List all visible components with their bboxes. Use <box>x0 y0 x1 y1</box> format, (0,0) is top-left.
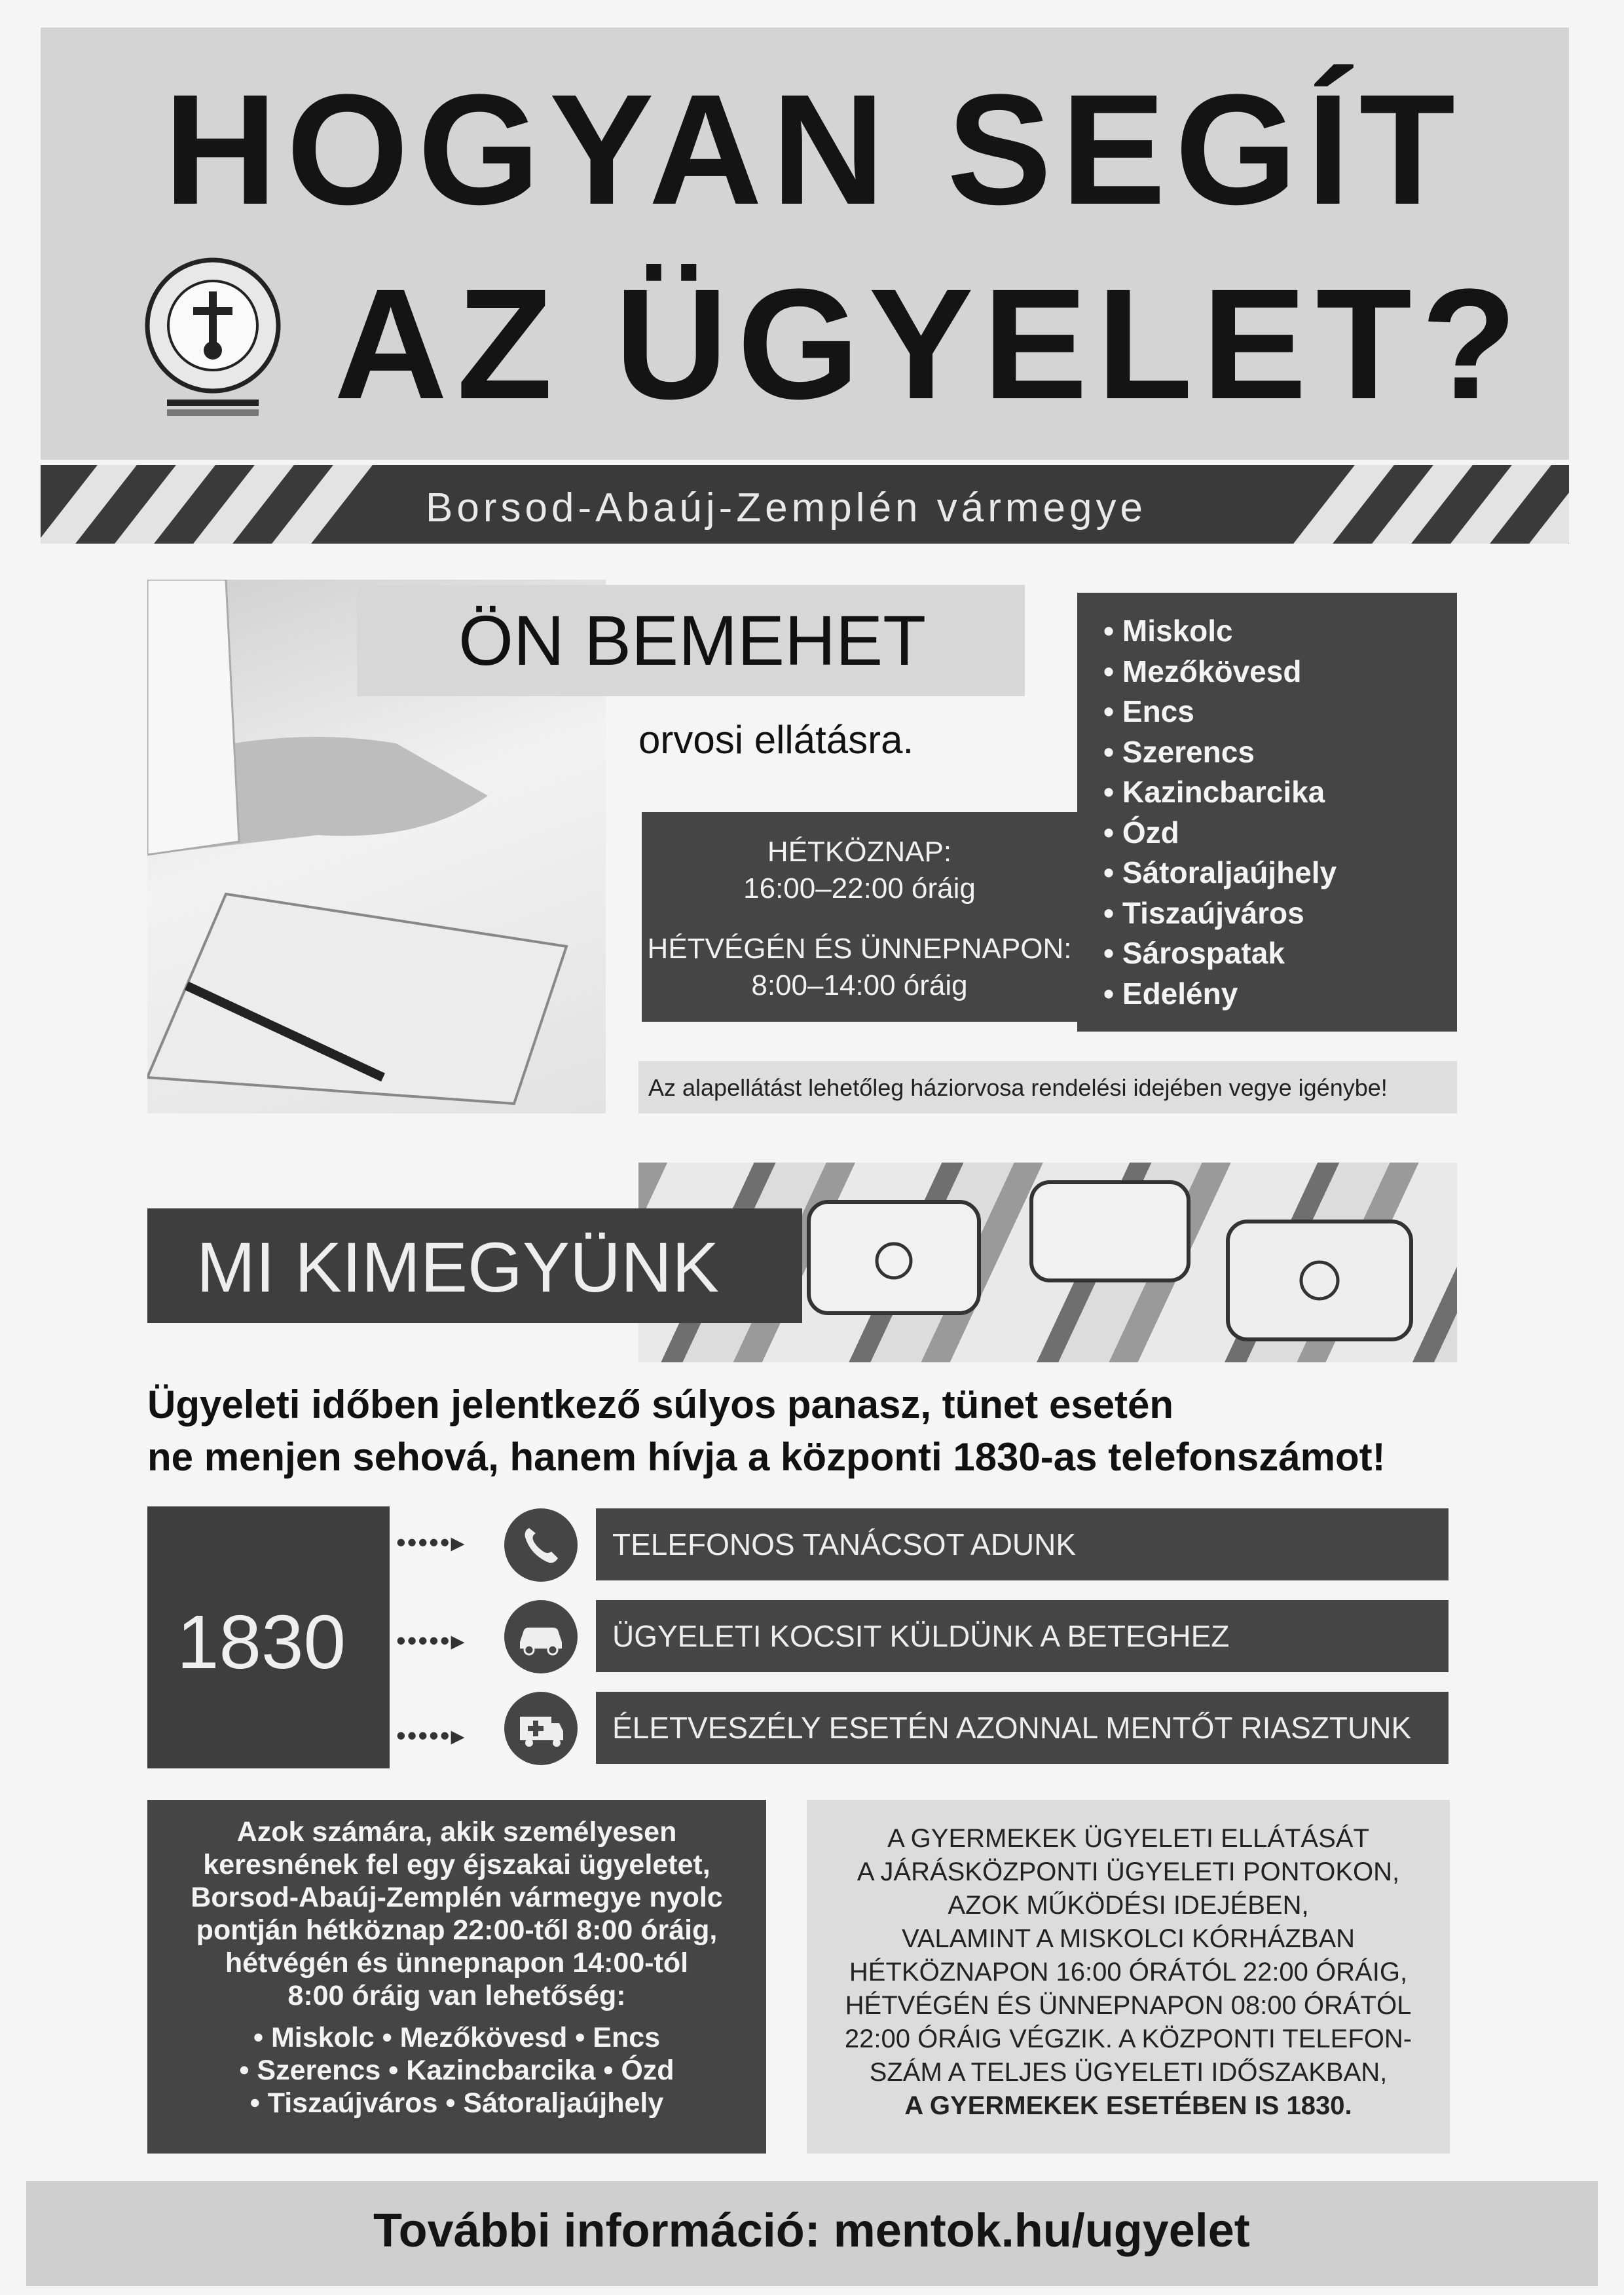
city-item: • Ózd <box>1103 813 1337 853</box>
opening-hours-box <box>642 812 1077 1022</box>
night-duty-line: Borsod-Abaúj-Zemplén vármegye nyolc <box>191 1882 723 1913</box>
arrow-dots: •••••▸ <box>396 1625 466 1656</box>
children-care-line: A JÁRÁSKÖZPONTI ÜGYELETI PONTOKON, <box>857 1857 1400 1886</box>
title-line-2: AZ ÜGYELET? <box>334 256 1526 432</box>
city-item: • Edelény <box>1103 974 1337 1015</box>
ambulance-icon <box>504 1692 578 1765</box>
night-duty-line: pontján hétköznap 22:00-től 8:00 óráig, <box>196 1914 718 1946</box>
action-alert-ambulance: ÉLETVESZÉLY ESETÉN AZONNAL MENTŐT RIASZTUNK <box>596 1692 1449 1764</box>
weekend-hours: 8:00–14:00 óráig <box>751 969 968 1001</box>
city-item: • Sárospatak <box>1103 933 1337 974</box>
children-care-box <box>807 1800 1450 2154</box>
night-duty-cities: • Szerencs • Kazincbarcika • Ózd <box>239 2055 674 2086</box>
city-item: • Encs <box>1103 692 1337 732</box>
children-care-line: AZOK MŰKÖDÉSI IDEJÉBEN, <box>948 1891 1309 1920</box>
night-duty-line: Azok számára, akik személyesen <box>236 1816 677 1848</box>
children-care-line: 22:00 ÓRÁIG VÉGZIK. A KÖZPONTI TELEFON- <box>844 2024 1412 2053</box>
urgent-text-line-2: ne menjen sehová, hanem hívja a központi 1830-as telefonszámot! <box>147 1435 1386 1479</box>
city-item: • Kazincbarcika <box>1103 772 1337 813</box>
children-care-line: A GYERMEKEK ESETÉBEN IS 1830. <box>904 2091 1352 2120</box>
night-duty-line: 8:00 óráig van lehetőség: <box>287 1980 626 2011</box>
car-icon <box>504 1600 578 1673</box>
night-duty-line: hétvégén és ünnepnapon 14:00-tól <box>225 1947 689 1979</box>
cities-list <box>1103 611 1337 1014</box>
weekend-label: HÉTVÉGÉN ÉS ÜNNEPNAPON: <box>647 933 1072 965</box>
arrow-dots: •••••▸ <box>396 1527 466 1558</box>
arrow-dots: •••••▸ <box>396 1720 466 1751</box>
urgent-text-line-1: Ügyeleti időben jelentkező súlyos panasz, tünet esetén <box>147 1383 1174 1427</box>
primary-care-note: Az alapellátást lehetőleg háziorvosa rendelési idejében vegye igénybe! <box>648 1074 1388 1101</box>
children-care-line: VALAMINT A MISKOLCI KÓRHÁZBAN <box>901 1924 1356 1953</box>
night-duty-box <box>147 1800 766 2154</box>
night-duty-cities: • Miskolc • Mezőkövesd • Encs <box>253 2022 661 2053</box>
service-logo <box>138 252 288 422</box>
phone-number: 1830 <box>177 1599 346 1685</box>
children-care-line: SZÁM A TELJES ÜGYELETI IDŐSZAKBAN, <box>869 2058 1388 2087</box>
phone-icon <box>504 1508 578 1582</box>
cities-box <box>1077 593 1457 1032</box>
children-care-line: A GYERMEKEK ÜGYELETI ELLÁTÁSÁT <box>887 1824 1369 1853</box>
children-care-line: HÉTVÉGÉN ÉS ÜNNEPNAPON 08:00 ÓRÁTÓL <box>845 1991 1412 2020</box>
walk-in-subtitle: orvosi ellátásra. <box>638 718 914 762</box>
city-item: • Tiszaújváros <box>1103 893 1337 934</box>
action-phone-advice: TELEFONOS TANÁCSOT ADUNK <box>596 1508 1449 1580</box>
weekday-label: HÉTKÖZNAP: <box>767 836 952 868</box>
we-go-out-title: MI KIMEGYÜNK <box>196 1227 720 1307</box>
children-care-line: HÉTKÖZNAPON 16:00 ÓRÁTÓL 22:00 ÓRÁIG, <box>849 1958 1408 1987</box>
region-name: Borsod-Abaúj-Zemplén vármegye <box>426 485 1147 531</box>
city-item: • Szerencs <box>1103 732 1337 773</box>
action-send-car: ÜGYELETI KOCSIT KÜLDÜNK A BETEGHEZ <box>596 1600 1449 1672</box>
night-duty-cities: • Tiszaújváros • Sátoraljaújhely <box>249 2087 664 2119</box>
city-item: • Miskolc <box>1103 611 1337 652</box>
night-duty-line: keresnének fel egy éjszakai ügyeletet, <box>203 1849 710 1880</box>
weekday-hours: 16:00–22:00 óráig <box>743 872 976 905</box>
city-item: • Mezőkövesd <box>1103 652 1337 692</box>
title-line-1: HOGYAN SEGÍT <box>164 62 1465 237</box>
walk-in-title: ÖN BEMEHET <box>458 601 927 680</box>
more-info-link[interactable]: További információ: mentok.hu/ugyelet <box>373 2205 1250 2257</box>
city-item: • Sátoraljaújhely <box>1103 853 1337 893</box>
